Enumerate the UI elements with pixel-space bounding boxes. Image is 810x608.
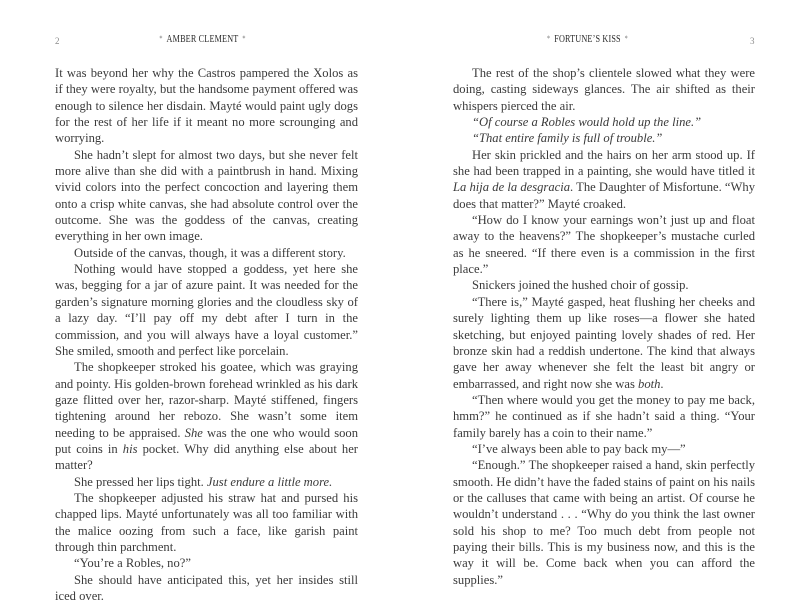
text-run: . The Daughter of Misfortune. “Why does that matter?” Mayté croaked. bbox=[453, 180, 755, 211]
italic-text: his bbox=[122, 441, 138, 456]
running-head-text: FORTUNE’S KISS bbox=[554, 34, 621, 45]
text-run: Her skin prickled and the hairs on her arm stood up. If she had been trapped in a painting, she would have titled it bbox=[453, 147, 755, 179]
paragraph bbox=[453, 441, 755, 457]
paragraph bbox=[453, 147, 755, 212]
paragraph bbox=[55, 555, 358, 571]
text-run: pocket. Why did anything else about her matter? bbox=[55, 441, 358, 473]
paragraph bbox=[453, 294, 755, 392]
page-number: 2 bbox=[55, 36, 60, 46]
italic-text: Just endure a little more. bbox=[206, 474, 333, 489]
paragraph bbox=[55, 261, 358, 359]
text-run: “There is,” Mayté gasped, heat flushing her cheeks and surely lighting them up like roses—a flower she hated sketching, but enjoyed painting lovely shades of red. Her bronze skin had a reddish undertone. The kind that always gave her away whenever she felt the least bit angry or embarrassed, and right now she was bbox=[453, 294, 755, 391]
text-run: The shopkeeper adjusted his straw hat and pursed his chapped lips. Mayté unfortunately was all too familiar with the malice oozing from such a face, like garish paint through thin parchment. bbox=[55, 490, 358, 554]
italic-text: La hija de la desgracia bbox=[453, 180, 571, 195]
running-head-title bbox=[430, 34, 746, 45]
text-run: Nothing would have stopped a goddess, yet here she was, begging for a jar of azure paint. It was needed for the garden’s signature morning glories and the cloudless sky of a lazy day. “I’ll pay off my debt after I turn in the commission, and you will always have a loyal customer.” She smiled, smooth and perfect like porcelain. bbox=[55, 262, 358, 358]
paragraph bbox=[55, 245, 358, 261]
text-run: She pressed her lips tight. bbox=[74, 474, 207, 489]
paragraph bbox=[55, 359, 358, 473]
paragraph bbox=[55, 147, 358, 245]
page-number: 3 bbox=[750, 36, 755, 46]
paragraph bbox=[453, 65, 755, 114]
text-run: She hadn’t slept for almost two days, but she never felt more alive than she did with a paintbrush in hand. Mixing vivid colors into the perfect concoction and layering them onto a crisp white canvas, she had absolute control over the outcome. She was the goddess of the canvas, creating everything in her own image. bbox=[55, 147, 358, 244]
text-run: Outside of the canvas, though, it was a different story. bbox=[74, 245, 346, 260]
italic-text: She bbox=[184, 425, 203, 440]
paragraph bbox=[453, 457, 755, 588]
text-run: “How do I know your earnings won’t just up and float away to the heavens?” The shopkeeper’s mustache curled as he sneered. “If there even is a commission in the first place.” bbox=[453, 213, 755, 277]
text-run: The shopkeeper stroked his goatee, which was graying and pointy. His golden-brown forehead wrinkled as his dark gaze flitted over her, razor-sharp. Mayté stiffened, fingers tightening around her rebozo. She wasn’t some item needing to be appraised. bbox=[55, 360, 358, 440]
italic-text: “Of course a Robles would hold up the line.” bbox=[472, 115, 702, 130]
italic-text: both bbox=[638, 376, 661, 391]
text-run: Snickers joined the hushed choir of gossip. bbox=[472, 278, 689, 293]
ornament-icon: * bbox=[624, 34, 628, 43]
text-run: “You’re a Robles, no?” bbox=[74, 556, 191, 571]
paragraph bbox=[453, 392, 755, 441]
paragraph bbox=[55, 474, 358, 490]
ornament-icon: * bbox=[242, 34, 246, 43]
paragraph bbox=[55, 572, 358, 605]
running-head-text: AMBER CLEMENT bbox=[166, 34, 239, 45]
ornament-icon: * bbox=[159, 34, 163, 43]
text-run: It was beyond her why the Castros pampered the Xolos as if they were royalty, but the handsome payment offered was enough to silence her disdain. Mayté would paint ugly dogs for the rest of her life if it meant no more scrounging and worrying. bbox=[55, 66, 358, 146]
paragraph bbox=[55, 65, 358, 147]
running-head-author bbox=[45, 34, 361, 45]
text-run: “I’ve always been able to pay back my—” bbox=[472, 441, 686, 456]
text-run: She should have anticipated this, yet her insides still iced over. bbox=[55, 572, 358, 603]
right-page bbox=[405, 0, 810, 608]
body-text bbox=[55, 65, 358, 604]
text-run: The rest of the shop’s clientele slowed what they were doing, casting sideways glances. The air shifted as their whispers pierced the air. bbox=[453, 66, 755, 113]
text-run: . bbox=[660, 376, 664, 391]
ornament-icon: * bbox=[547, 34, 551, 43]
paragraph bbox=[453, 130, 755, 146]
paragraph bbox=[55, 490, 358, 555]
paragraph bbox=[453, 212, 755, 277]
body-text bbox=[453, 65, 755, 588]
italic-text: “That entire family is full of trouble.” bbox=[472, 131, 663, 146]
paragraph bbox=[453, 277, 755, 293]
text-run: “Enough.” The shopkeeper raised a hand, skin perfectly smooth. He didn’t have the faded stains of paint on his nails or the calluses that came with being an artist. Of course he wouldn’t understand . . . “Why do you think the last owner sold his shop to me? Too much debt from people not paying their bills. This is my business now, and this is the way it will be. Come back when you can afford the supplies.” bbox=[453, 458, 755, 587]
paragraph bbox=[453, 114, 755, 130]
text-run: was the one who would soon put coins in bbox=[55, 425, 359, 456]
text-run: “Then where would you get the money to pay me back, hmm?” he continued as if she hadn’t said a thing. “Your family barely has a coin to their name.” bbox=[453, 392, 755, 440]
